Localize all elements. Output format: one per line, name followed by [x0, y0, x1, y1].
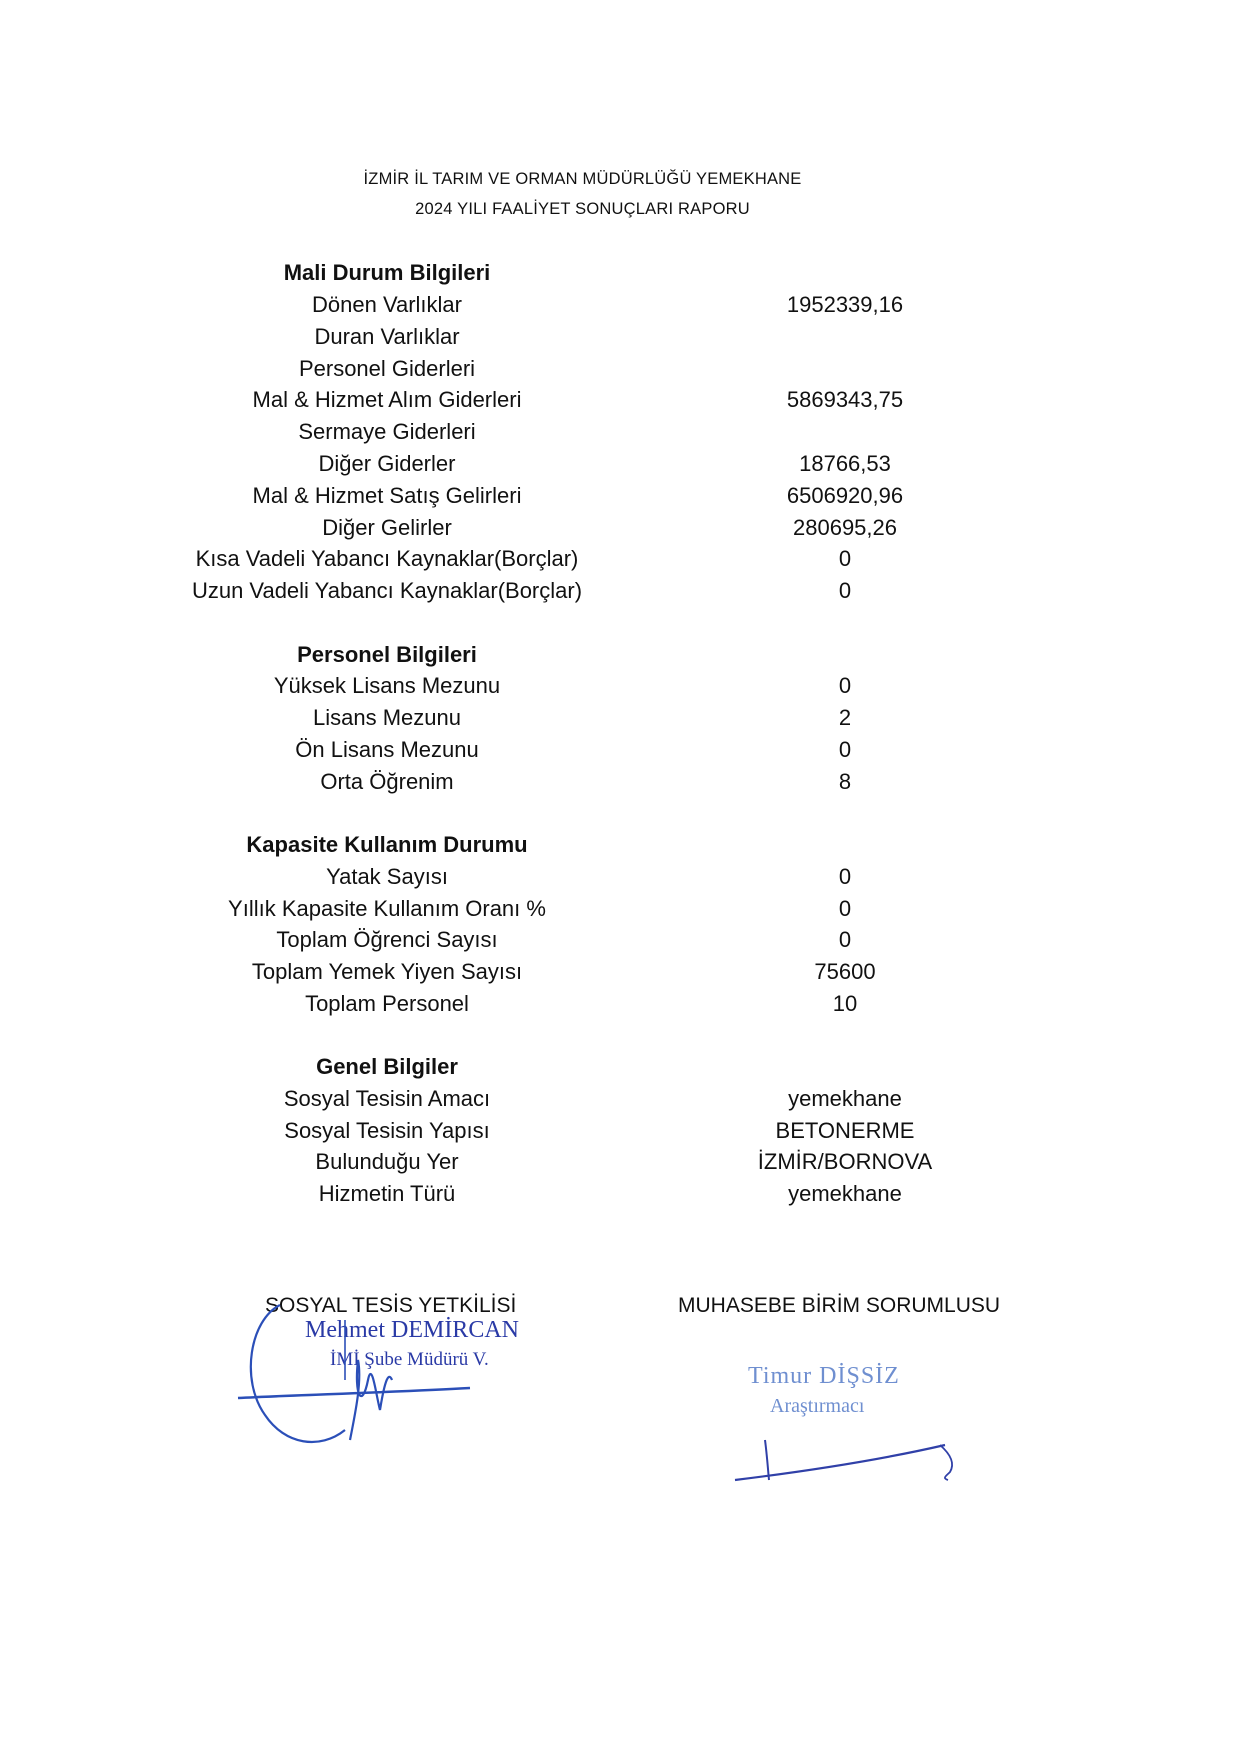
row-value: 1952339,16 [786, 292, 904, 317]
row-label: Yıllık Kapasite Kullanım Oranı % [228, 896, 546, 921]
right-signatory-title: MUHASEBE BİRİM SORUMLUSU [678, 1294, 1001, 1317]
row-label: Ön Lisans Mezunu [295, 737, 479, 762]
row-label: Sermaye Giderleri [298, 419, 476, 444]
row-value: yemekhane [788, 1181, 902, 1206]
row-label: Hizmetin Türü [318, 1181, 456, 1206]
right-stamp-name: Timur DİŞSİZ [748, 1363, 900, 1389]
section-title-genel: Genel Bilgiler [316, 1054, 458, 1079]
row-label: Personel Giderleri [298, 356, 476, 381]
row-label: Bulunduğu Yer [315, 1149, 459, 1174]
row-label: Mal & Hizmet Alım Giderleri [252, 387, 522, 412]
left-signatory-title: SOSYAL TESİS YETKİLİSİ [265, 1294, 517, 1317]
row-value: 10 [832, 991, 858, 1016]
row-label: Diğer Giderler [318, 451, 456, 476]
left-stamp-name: Mehmet DEMİRCAN [305, 1317, 519, 1343]
row-value: 0 [838, 578, 852, 603]
row-value: 0 [838, 673, 852, 698]
row-label: Sosyal Tesisin Amacı [283, 1086, 491, 1111]
row-value: yemekhane [788, 1086, 902, 1111]
row-value: 280695,26 [793, 515, 897, 540]
section-title-mali: Mali Durum Bilgileri [283, 260, 491, 285]
left-stamp-role: İMİ Şube Müdürü V. [330, 1349, 489, 1370]
section-title-personel: Personel Bilgileri [297, 642, 477, 667]
row-value: 0 [838, 927, 852, 952]
row-value: 18766,53 [799, 451, 891, 476]
report-title-line1: İZMİR İL TARIM VE ORMAN MÜDÜRLÜĞÜ YEMEKHANE [363, 170, 802, 188]
row-value: 5869343,75 [786, 387, 904, 412]
row-label: Toplam Personel [305, 991, 469, 1016]
section-title-kapasite: Kapasite Kullanım Durumu [246, 832, 528, 857]
row-label: Mal & Hizmet Satış Gelirleri [252, 483, 522, 508]
row-label: Diğer Gelirler [322, 515, 452, 540]
row-value: 0 [838, 546, 852, 571]
row-label: Toplam Öğrenci Sayısı [276, 927, 498, 952]
row-label: Orta Öğrenim [320, 769, 454, 794]
row-value: 75600 [814, 959, 876, 984]
row-label: Sosyal Tesisin Yapısı [284, 1118, 490, 1143]
row-label: Yatak Sayısı [326, 864, 448, 889]
row-value: İZMİR/BORNOVA [757, 1149, 933, 1174]
row-value: 8 [838, 769, 852, 794]
row-value: 0 [838, 737, 852, 762]
row-label: Toplam Yemek Yiyen Sayısı [251, 959, 523, 984]
right-signature [735, 1445, 945, 1480]
row-value: 0 [838, 864, 852, 889]
row-label: Lisans Mezunu [313, 705, 461, 730]
right-stamp-role: Araştırmacı [770, 1395, 865, 1417]
row-label: Kısa Vadeli Yabancı Kaynaklar(Borçlar) [195, 546, 579, 571]
row-label: Dönen Varlıklar [312, 292, 462, 317]
report-title-line2: 2024 YILI FAALİYET SONUÇLARI RAPORU [415, 200, 750, 218]
row-label: Duran Varlıklar [314, 324, 460, 349]
row-value: 2 [838, 705, 852, 730]
row-value: BETONERME [775, 1118, 915, 1143]
row-label: Yüksek Lisans Mezunu [273, 673, 501, 698]
row-value: 0 [838, 896, 852, 921]
row-value: 6506920,96 [786, 483, 904, 508]
row-label: Uzun Vadeli Yabancı Kaynaklar(Borçlar) [191, 578, 583, 603]
